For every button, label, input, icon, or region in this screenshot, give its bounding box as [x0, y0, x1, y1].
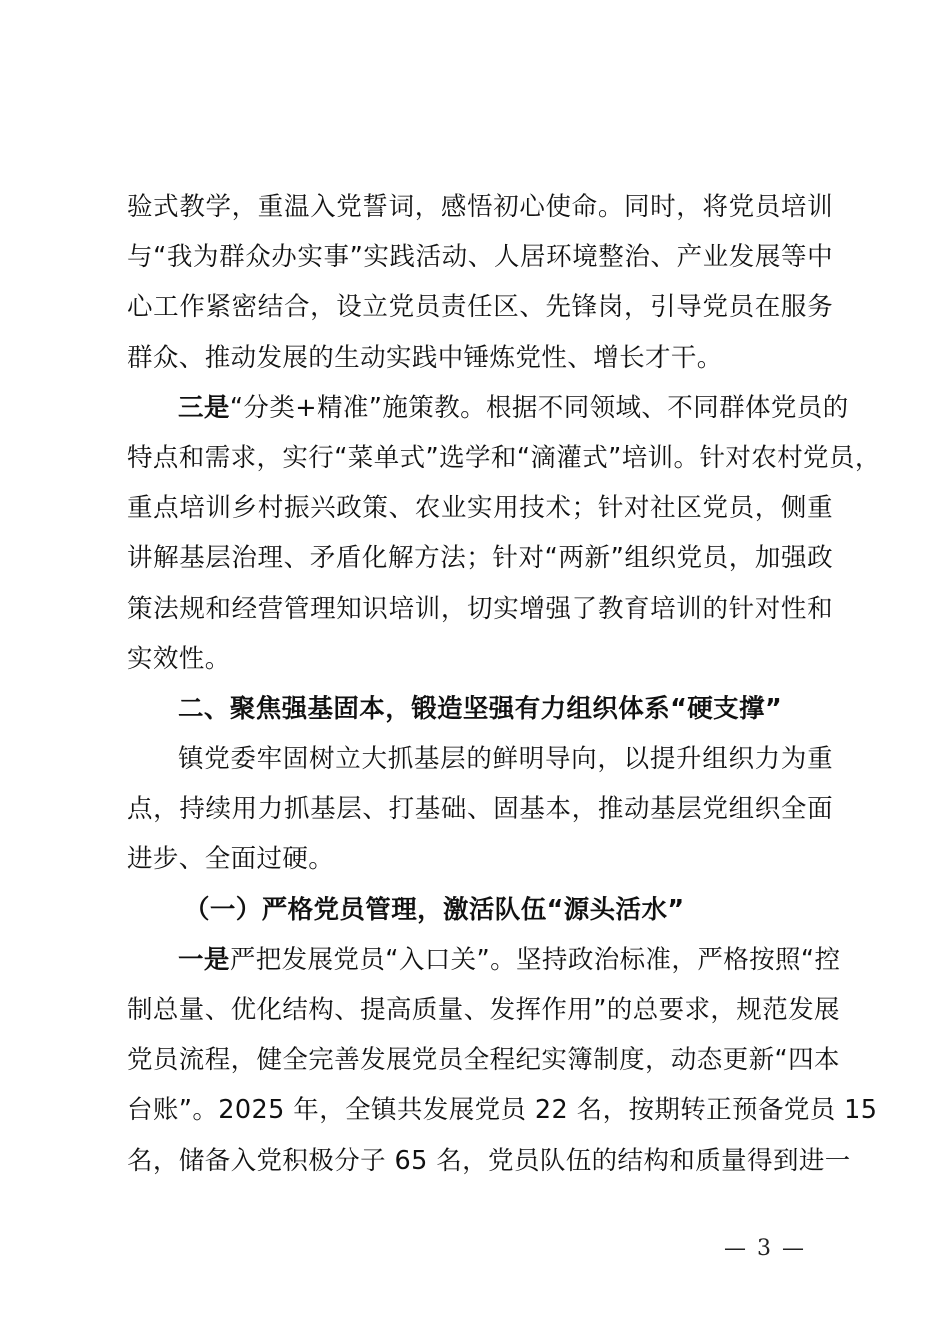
text-line: 进步、全面过硬。 — [127, 844, 335, 875]
text-line: 台账”。2025 年，全镇共发展党员 22 名，按期转正预备党员 15 — [127, 1095, 878, 1126]
text-line: 点，持续用力抓基层、打基础、固基本，推动基层党组织全面 — [127, 794, 833, 825]
point-lead: 三是 — [178, 392, 230, 423]
text-line: 验式教学，重温入党誓词，感悟初心使命。同时，将党员培训 — [127, 192, 833, 222]
point-text: “分类+精准”施策教。根据不同领域、不同群体党员的 — [229, 392, 849, 423]
text-line: 讲解基层治理、矛盾化解方法；针对“两新”组织党员，加强政 — [127, 543, 833, 574]
text-line — [127, 935, 841, 985]
text-line: 群众、推动发展的生动实践中锤炼党性、增长才干。 — [127, 342, 723, 373]
text-line: 镇党委牢固树立大抓基层的鲜明导向，以提升组织力为重 — [178, 744, 833, 775]
document-body — [127, 182, 881, 1186]
subsection-heading: （一）严格党员管理，激活队伍“源头活水” — [184, 894, 685, 925]
page-number: — 3 — — [724, 1236, 806, 1261]
text-line: 制总量、优化结构、提高质量、发挥作用”的总要求，规范发展 — [127, 995, 840, 1025]
text-line: 党员流程，健全完善发展党员全程纪实簿制度，动态更新“四本 — [127, 1045, 840, 1076]
text-line: 重点培训乡村振兴政策、农业实用技术；针对社区党员，侧重 — [127, 493, 833, 524]
text-line: 实效性。 — [127, 643, 231, 674]
text-line: 心工作紧密结合，设立党员责任区、先锋岗，引导党员在服务 — [127, 292, 833, 323]
point-lead: 一是 — [178, 944, 230, 975]
text-line: 策法规和经营管理知识培训，切实增强了教育培训的针对性和 — [127, 593, 833, 624]
text-line: 与“我为群众办实事”实践活动、人居环境整治、产业发展等中 — [127, 242, 833, 273]
text-line: 特点和需求，实行“菜单式”选学和“滴灌式”培训。针对农村党员， — [127, 442, 881, 473]
point-text: 严把发展党员“入口关”。坚持政治标准，严格按照“控 — [229, 944, 841, 975]
text-line — [127, 383, 849, 433]
text-line: 名，储备入党积极分子 65 名，党员队伍的结构和质量得到进一 — [127, 1145, 851, 1176]
section-heading: 二、聚焦强基固本，锻造坚强有力组织体系“硬支撑” — [178, 693, 783, 724]
